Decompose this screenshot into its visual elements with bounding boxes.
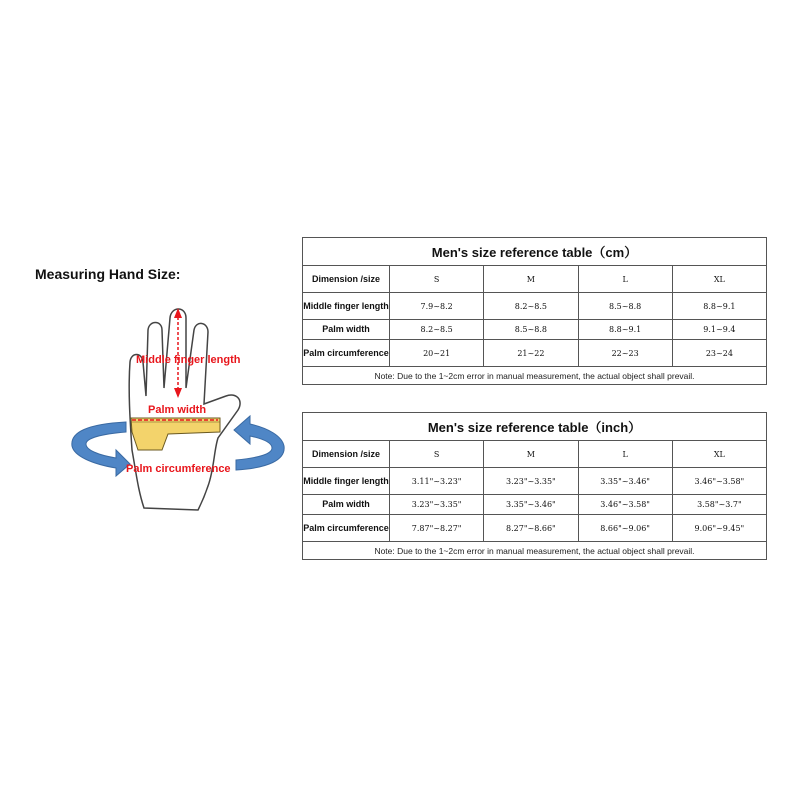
palm-width-label: Palm width (148, 404, 207, 416)
column-header: XL (672, 441, 766, 468)
row-label: Middle finger length (303, 468, 390, 495)
hand-measurement-illustration (58, 300, 298, 520)
size-table-inch (302, 412, 767, 560)
table-row (303, 515, 767, 542)
right-circumference-arrow-icon (234, 416, 284, 470)
row-label: Middle finger length (303, 293, 390, 320)
column-header: S (390, 441, 484, 468)
table-cell: 21~22 (484, 340, 578, 367)
table-cell: 3.23"~3.35" (484, 468, 578, 495)
column-header: L (578, 266, 672, 293)
table-cell: 9.1~9.4 (672, 320, 766, 340)
left-circumference-arrow-icon (72, 422, 130, 476)
table-cell: 3.46"~3.58" (672, 468, 766, 495)
table-cell: 3.58"~3.7" (672, 495, 766, 515)
column-header: L (578, 441, 672, 468)
table-note: Note: Due to the 1~2cm error in manual measurement, the actual object shall prevail. (303, 542, 767, 560)
table-cell: 3.35"~3.46" (484, 495, 578, 515)
table-title: Men's size reference table（cm） (303, 238, 767, 266)
column-header: Dimension /size (303, 441, 390, 468)
table-cell: 8.5~8.8 (484, 320, 578, 340)
column-header: Dimension /size (303, 266, 390, 293)
column-header: S (390, 266, 484, 293)
table-cell: 3.23"~3.35" (390, 495, 484, 515)
table-cell: 3.35"~3.46" (578, 468, 672, 495)
row-label: Palm width (303, 320, 390, 340)
row-label: Palm circumference (303, 340, 390, 367)
table-cell: 22~23 (578, 340, 672, 367)
table-row (303, 495, 767, 515)
row-label: Palm circumference (303, 515, 390, 542)
table-cell: 8.2~8.5 (390, 320, 484, 340)
row-label: Palm width (303, 495, 390, 515)
table-cell: 20~21 (390, 340, 484, 367)
table-cell: 8.66"~9.06" (578, 515, 672, 542)
table-cell: 7.9~8.2 (390, 293, 484, 320)
table-cell: 3.46"~3.58" (578, 495, 672, 515)
size-table-cm (302, 237, 767, 385)
table-row (303, 340, 767, 367)
table-cell: 3.11"~3.23" (390, 468, 484, 495)
table-cell: 8.27"~8.66" (484, 515, 578, 542)
column-header: M (484, 441, 578, 468)
column-header: XL (672, 266, 766, 293)
table-cell: 8.5~8.8 (578, 293, 672, 320)
table-cell: 9.06"~9.45" (672, 515, 766, 542)
table-cell: 8.8~9.1 (672, 293, 766, 320)
column-header: M (484, 266, 578, 293)
table-cell: 8.8~9.1 (578, 320, 672, 340)
table-cell: 23~24 (672, 340, 766, 367)
table-title: Men's size reference table（inch） (303, 413, 767, 441)
page-heading: Measuring Hand Size: (35, 266, 181, 282)
table-cell: 7.87"~8.27" (390, 515, 484, 542)
table-note: Note: Due to the 1~2cm error in manual measurement, the actual object shall prevail. (303, 367, 767, 385)
table-row (303, 293, 767, 320)
table-cell: 8.2~8.5 (484, 293, 578, 320)
table-row (303, 468, 767, 495)
palm-circumference-label: Palm circumference (126, 463, 231, 475)
table-row (303, 320, 767, 340)
middle-finger-length-label: Middle finger length (136, 354, 241, 366)
